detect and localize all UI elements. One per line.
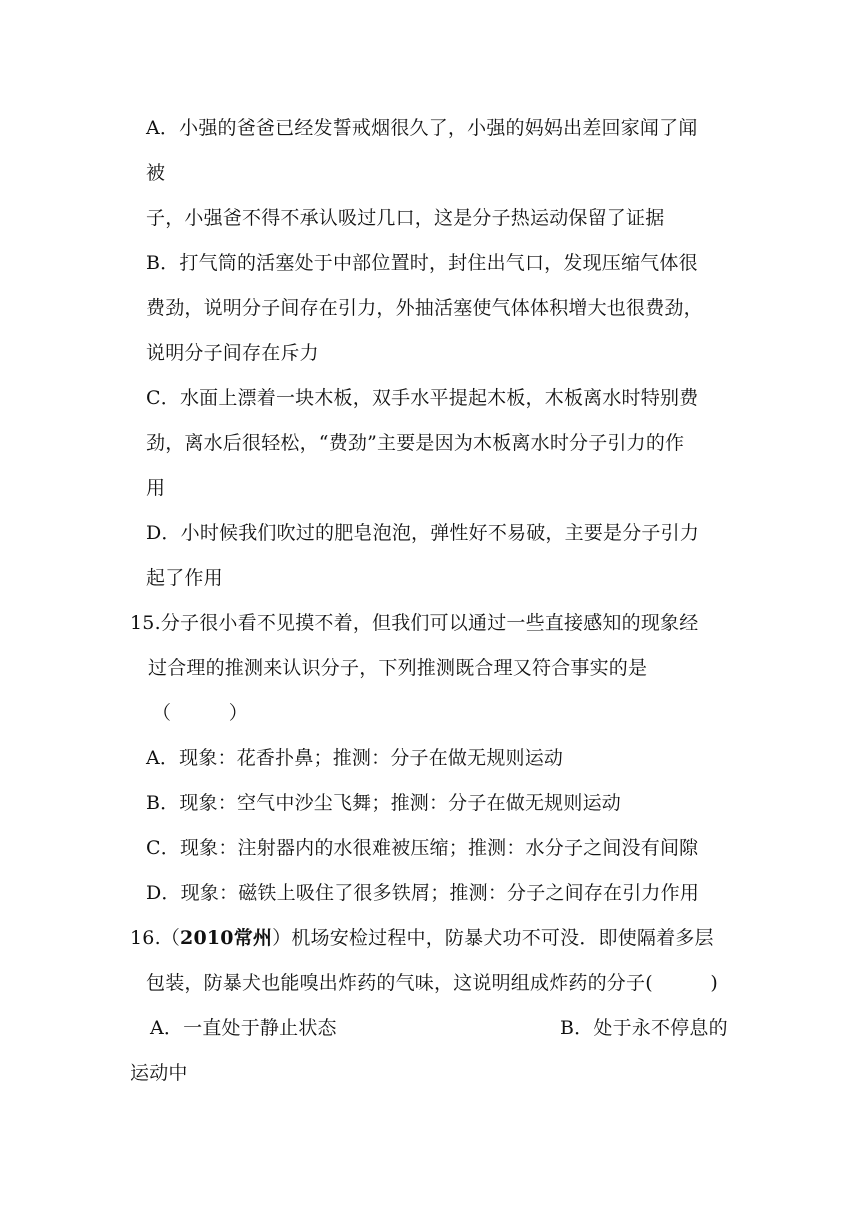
q16-option-b-line2: 运动中 [130,1062,188,1084]
q15-option-a: A．现象：花香扑鼻；推测：分子在做无规则运动 [146,747,564,769]
q15-stem-line2: 过合理的推测来认识分子，下列推测既合理又符合事实的是 [148,657,648,679]
q14-option-b-line1: B．打气筒的活塞处于中部位置时，封住出气口，发现压缩气体很 [146,252,698,274]
q14-option-b-line3: 说明分子间存在斥力 [146,342,319,364]
q16-stem-line1 [130,926,714,950]
q14-option-a-line3: 子，小强爸不得不承认吸过几口，这是分子热运动保留了证据 [146,207,665,229]
q14-option-c-line2: 劲，离水后很轻松，“费劲”主要是因为木板离水时分子引力的作 [146,432,685,454]
q15-option-d: D．现象：磁铁上吸住了很多铁屑；推测：分子之间存在引力作用 [146,882,700,904]
q15-option-b: B．现象：空气中沙尘飞舞；推测：分子在做无规则运动 [146,792,621,814]
q16-option-b-line1: B．处于永不停息的 [560,1017,728,1039]
q14-option-d-line2: 起了作用 [146,567,223,589]
q15-option-c: C．现象：注射器内的水很难被压缩；推测：水分子之间没有间隙 [146,837,699,859]
q15-answer-blank: （ ） [152,702,249,724]
q15-stem-line1: 15.分子很小看不见摸不着，但我们可以通过一些直接感知的现象经 [130,612,699,634]
q16-stem-line1-rest: ）机场安检过程中，防暴犬功不可没．即使隔着多层 [272,927,714,949]
q16-option-a: A．一直处于静止状态 [150,1017,337,1039]
q14-option-a-line2: 被 [146,162,166,184]
q14-option-c-line3: 用 [146,477,166,499]
q14-option-b-line2: 费劲，说明分子间存在引力，外抽活塞使气体体积增大也很费劲， [146,297,703,319]
q16-number: 16.（ [130,927,181,949]
q14-option-d-line1: D．小时候我们吹过的肥皂泡泡，弹性好不易破，主要是分子引力 [146,522,700,544]
q16-source: 2010常州 [180,927,273,949]
q14-option-c-line1: C．水面上漂着一块木板，双手水平提起木板，木板离水时特别费 [146,387,699,409]
q14-option-a-line1: A．小强的爸爸已经发誓戒烟很久了，小强的妈妈出差回家闻了闻 [146,117,698,139]
q16-stem-line2: 包装，防暴犬也能嗅出炸药的气味，这说明组成炸药的分子( ) [146,972,719,994]
